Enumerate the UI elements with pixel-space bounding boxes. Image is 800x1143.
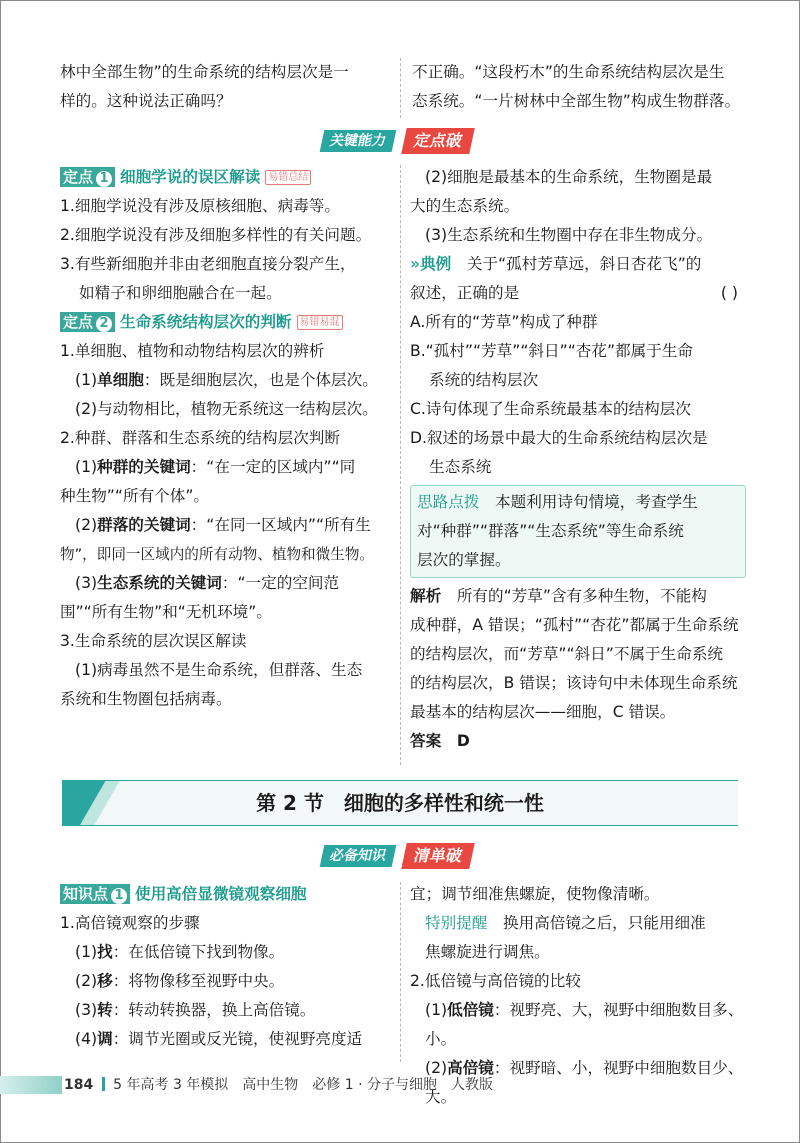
option-b-cont: 系统的结构层次 xyxy=(429,371,539,389)
list-item: (1)病毒虽然不是生命系统，但群落、生态 xyxy=(75,661,363,679)
list-item-cont: 围”“所有生物”和“无机环境”。 xyxy=(60,603,272,621)
text-line: 态系统。“一片树林中全部生物”构成生物群落。 xyxy=(412,92,741,110)
point-tag: 易错易混 xyxy=(297,315,343,330)
step-item: (3)转：转动转换器，换上高倍镜。 xyxy=(75,1001,316,1019)
list-item: (1)单细胞：既是细胞层次，也是个体层次。 xyxy=(75,371,378,389)
tip-line: 层次的掌握。 xyxy=(417,551,511,569)
list-item: 1.细胞学说没有涉及原核细胞、病毒等。 xyxy=(60,197,340,215)
tip-line: 思路点拨 本题利用诗句情境，考查学生 xyxy=(417,493,698,511)
banner-right: 定点破 xyxy=(401,128,475,154)
list-item-cont: 系统和生物圈包括病毒。 xyxy=(60,690,232,708)
analysis: 解析 所有的“芳草”含有多种生物，不能构 xyxy=(410,587,707,605)
step-item-cont: 宜；调节细准焦螺旋，使物像清晰。 xyxy=(410,885,660,903)
subheading: 3.生命系统的层次误区解读 xyxy=(60,632,247,650)
list-item: (2)细胞是最基本的生命系统，生物圈是最 xyxy=(425,168,713,186)
column-divider xyxy=(400,165,401,765)
section-banner-key-ability xyxy=(322,128,482,154)
list-item: (2)群落的关键词：“在同一区域内”“所有生 xyxy=(75,516,371,534)
special-tip-cont: 焦螺旋进行调焦。 xyxy=(425,943,550,961)
top-right-text xyxy=(412,58,747,116)
list-item-cont: 物”，即同一区域内的所有动物、植物和微生物。 xyxy=(60,546,375,563)
analysis-line: 的结构层次，B 错误；该诗句中未体现生命系统 xyxy=(410,674,738,692)
list-item: 如精子和卵细胞融合在一起。 xyxy=(79,284,282,302)
banner-right: 清单破 xyxy=(401,843,475,869)
option-c: C.诗句体现了生命系统最基本的结构层次 xyxy=(410,400,691,418)
point-tag: 易错总结 xyxy=(265,170,311,185)
answer: 答案 D xyxy=(410,732,470,750)
banner-left: 必备知识 xyxy=(320,845,397,867)
list-item: (2)与动物相比，植物无系统这一结构层次。 xyxy=(75,400,378,418)
analysis-line: 成种群，A 错误；“孤村”“杏花”都属于生命系统 xyxy=(410,616,739,634)
step-item: (4)调：调节光圈或反光镜，使视野亮度适 xyxy=(75,1030,363,1048)
list-item: 2.细胞学说没有涉及细胞多样性的有关问题。 xyxy=(60,226,372,244)
point2-heading xyxy=(60,308,396,337)
subheading: 2.低倍镜与高倍镜的比较 xyxy=(410,972,581,990)
page-number: 184 xyxy=(64,1077,94,1093)
special-tip: 特别提醒 换用高倍镜之后，只能用细准 xyxy=(425,914,706,932)
list-item-cont: 大的生态系统。 xyxy=(410,197,520,215)
subheading: 2.种群、群落和生态系统的结构层次判断 xyxy=(60,429,340,447)
option-d-cont: 生态系统 xyxy=(429,458,492,476)
point-label: 定点 1 xyxy=(60,167,115,187)
analysis-line: 最基本的结构层次——细胞，C 错误。 xyxy=(410,703,676,721)
section-banner-essential xyxy=(322,843,482,869)
text-line: 不正确。“这段朽木”的生命系统结构层次是生 xyxy=(412,63,725,81)
column-divider xyxy=(400,882,401,1062)
footer-stripe xyxy=(0,1076,62,1094)
footer-separator xyxy=(102,1077,105,1091)
list-item: 3.有些新细胞并非由老细胞直接分裂产生， xyxy=(60,255,356,273)
subheading: 1.单细胞、植物和动物结构层次的辨析 xyxy=(60,342,325,360)
tip-box xyxy=(410,485,746,578)
banner-left: 关键能力 xyxy=(320,130,397,152)
top-left-text xyxy=(60,58,395,116)
list-item: (3)生态系统的关键词：“一定的空间范 xyxy=(75,574,340,592)
list-item: (1)种群的关键词：“在一定的区域内”“同 xyxy=(75,458,356,476)
step-item: (2)移：将物像移至视野中央。 xyxy=(75,972,285,990)
step-item: (1)找：在低倍镜下找到物像。 xyxy=(75,943,285,961)
section1-left xyxy=(60,163,396,714)
footer xyxy=(64,1074,493,1096)
point-title: 生命系统结构层次的判断 xyxy=(119,313,292,331)
compare-item: (2)高倍镜：视野暗、小，视野中细胞数目少、大。 xyxy=(425,1059,744,1106)
knowledge-label: 知识点 1 xyxy=(60,884,130,904)
footer-text: 5 年高考 3 年模拟 高中生物 必修 1 · 分子与细胞 人教版 xyxy=(113,1077,494,1093)
knowledge-heading xyxy=(60,880,396,909)
text-line: 样的。这种说法正确吗？ xyxy=(60,92,232,110)
list-item: (3)生态系统和生物圈中存在非生物成分。 xyxy=(425,226,713,244)
section2-left xyxy=(60,880,396,1054)
text-line: 林中全部生物”的生命系统的结构层次是一 xyxy=(60,63,349,81)
point1-heading xyxy=(60,163,396,192)
option-a: A.所有的“芳草”构成了种群 xyxy=(410,313,598,331)
column-divider xyxy=(400,58,401,118)
tip-line: 对“种群”“群落”“生态系统”等生命系统 xyxy=(417,522,684,540)
section-title: 第 2 节 细胞的多样性和统一性 xyxy=(256,791,544,815)
section1-right xyxy=(410,163,746,756)
subheading: 1.高倍镜观察的步骤 xyxy=(60,914,200,932)
example-question: »典例 关于“孤村芳草远，斜日杏花飞”的 xyxy=(410,255,702,273)
example-question-cont: 叙述，正确的是 ( ) xyxy=(410,284,738,302)
option-d: D.叙述的场景中最大的生命系统结构层次是 xyxy=(410,429,708,447)
double-arrow-icon: » xyxy=(410,255,421,273)
section-title-bar xyxy=(62,780,738,826)
compare-item: (1)低倍镜：视野亮、大，视野中细胞数目多、小。 xyxy=(425,1001,744,1048)
knowledge-title: 使用高倍显微镜观察细胞 xyxy=(134,885,307,903)
point-label: 定点 2 xyxy=(60,312,115,332)
list-item-cont: 种生物”“所有个体”。 xyxy=(60,487,209,505)
analysis-line: 的结构层次，而“芳草”“斜日”不属于生命系统 xyxy=(410,645,724,663)
option-b: B.“孤村”“芳草”“斜日”“杏花”都属于生命 xyxy=(410,342,694,360)
point-title: 细胞学说的误区解读 xyxy=(119,168,261,186)
